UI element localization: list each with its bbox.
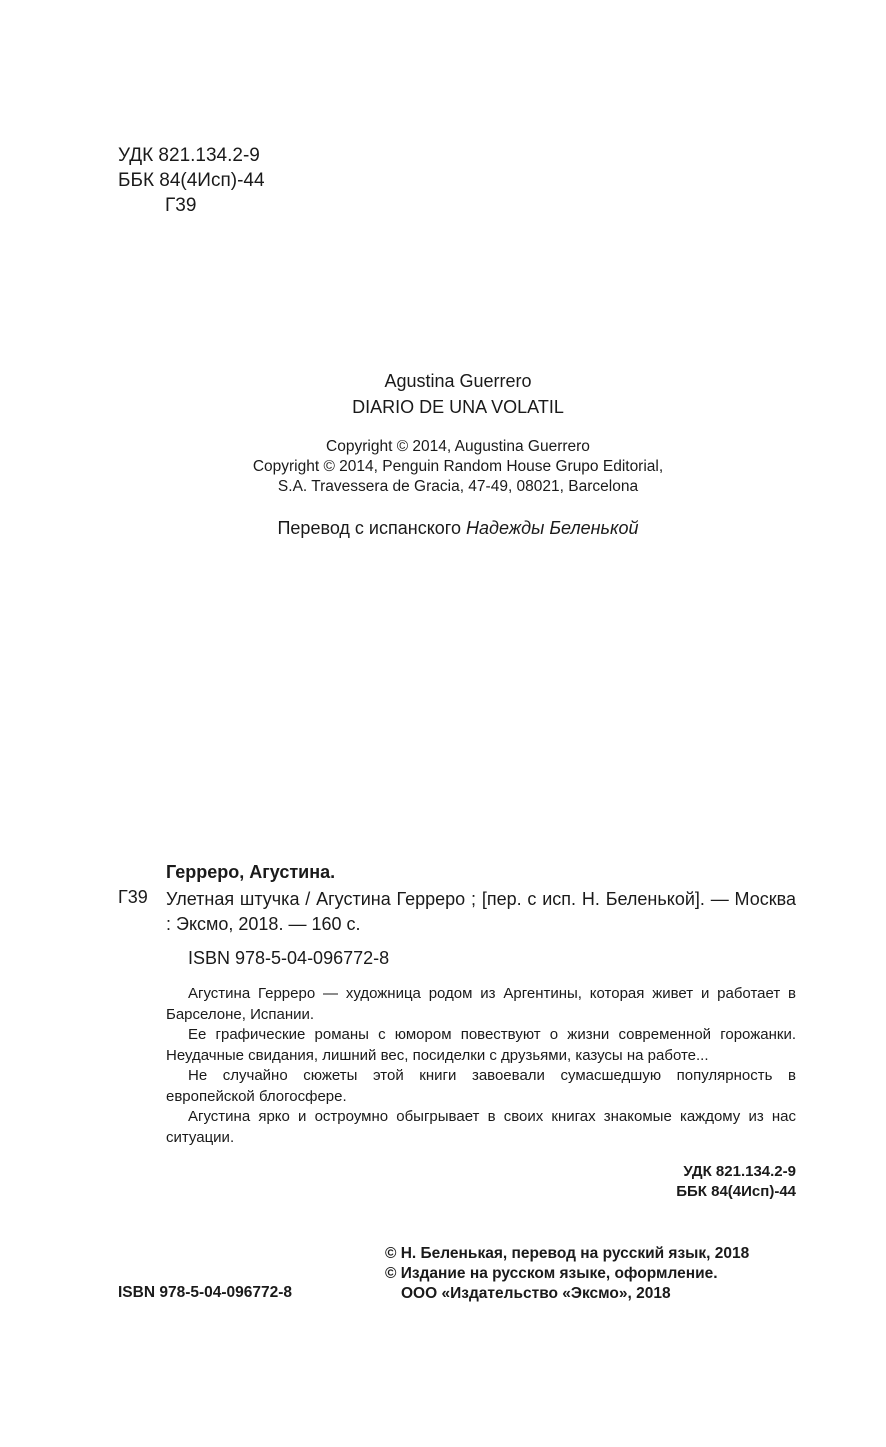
udk-code: УДК 821.134.2-9 [118,145,260,166]
isbn-bottom: ISBN 978-5-04-096772-8 [118,1284,293,1301]
catalog-heading: Герреро, Агустина. [166,862,336,882]
copyright-line: Copyright © 2014, Augustina Guerrero [326,438,590,455]
bottom-classification-codes [500,1162,796,1202]
author-sign-code: Г39 [165,195,197,216]
annotation-paragraph: Ее графические романы с юмором повествуют о жизни современной горожанки. Неудачные свидания, лишний вес, посиделки с друзьями, казусы на работе... [166,1026,796,1064]
original-title: DIARIO DE UNA VOLATIL [352,397,564,417]
catalog-description: Улетная штучка / Агустина Герреро ; [пер. с исп. Н. Беленькой]. — Москва : Эксмо, 2018. — 160 с. [166,889,796,934]
annotation-paragraph: Агустина ярко и остроумно обыгрывает в своих книгах знакомые каждому из нас ситуации. [166,1108,796,1146]
translation-prefix: Перевод с испанского [277,518,461,538]
copyright-line: S.A. Travessera de Gracia, 47-49, 08021, Barcelona [277,478,639,495]
annotation [166,984,796,1148]
annotation-paragraph: Агустина Герреро — художница родом из Аргентины, которая живет и работает в Барселоне, Испании. [166,985,796,1023]
translator-name: Надежды Беленькой [465,518,639,538]
original-author: Agustina Guerrero [384,371,532,391]
top-classification-codes [118,143,265,218]
catalog-code: Г39 [118,887,148,907]
catalog-isbn: ISBN 978-5-04-096772-8 [188,948,390,968]
copyright-notice: © Издание на русском языке, оформление. [385,1265,718,1282]
bbk-code: ББК 84(4Исп)-44 [118,170,265,191]
udk-code-bottom: УДК 821.134.2-9 [683,1163,796,1180]
copyright-notices [385,1244,749,1304]
annotation-paragraph: Не случайно сюжеты этой книги завоевали сумасшедшую популярность в европейской блогосфере. [166,1067,796,1105]
copyright-notice: ООО «Издательство «Эксмо», 2018 [401,1285,671,1302]
original-copyright-block [0,437,886,497]
copyright-notice: © Н. Беленькая, перевод на русский язык, 2018 [385,1245,750,1262]
bbk-code-bottom: ББК 84(4Исп)-44 [676,1183,796,1200]
copyright-line: Copyright © 2014, Penguin Random House Grupo Editorial, [252,458,664,475]
translation-credit [0,518,886,539]
